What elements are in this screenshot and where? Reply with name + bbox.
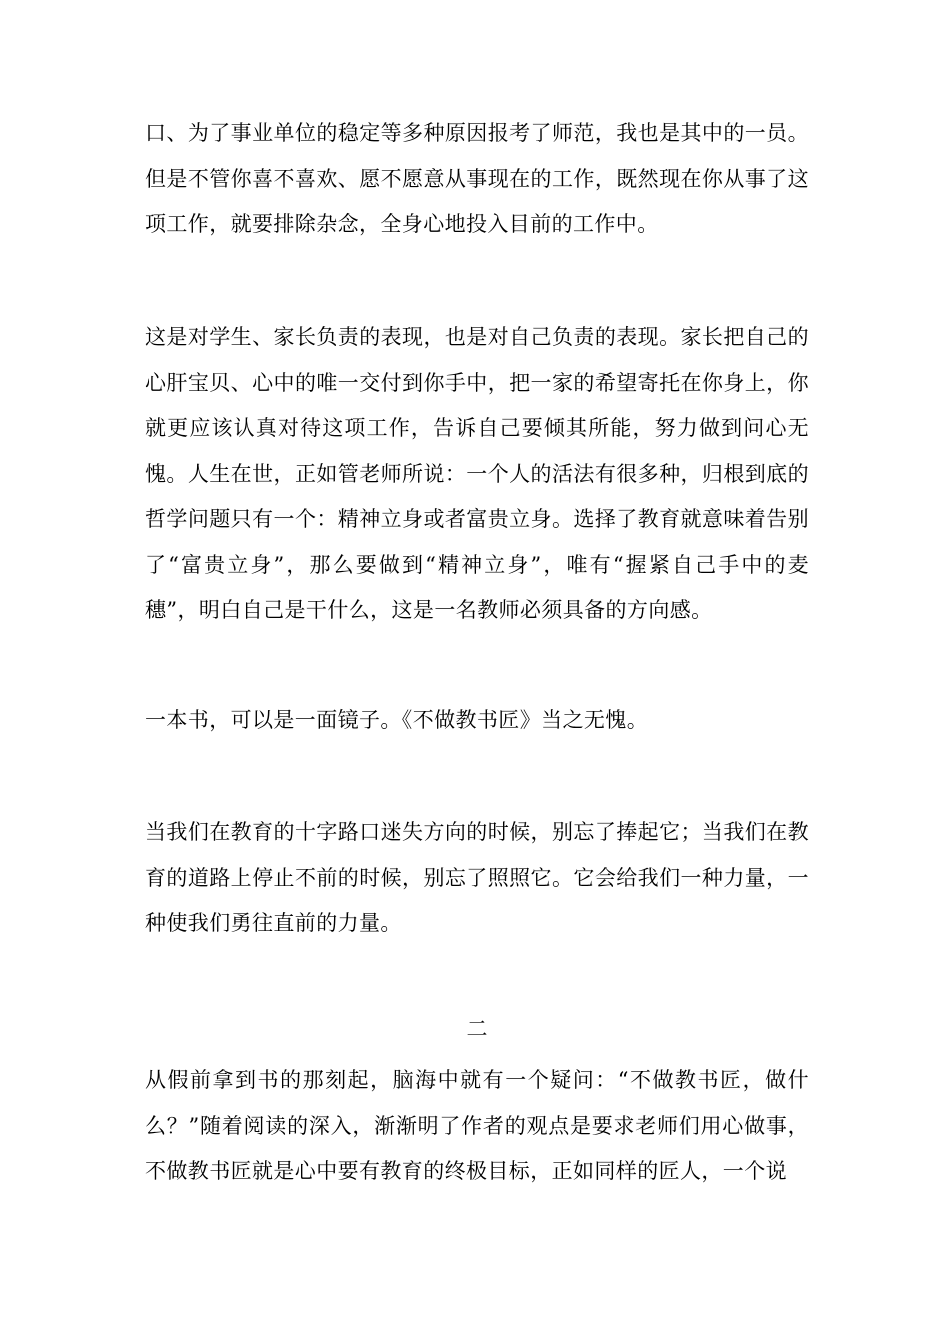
body-paragraph-2: 这是对学生、家长负责的表现，也是对自己负责的表现。家长把自己的心肝宝贝、心中的唯一交付到你手中，把一家的希望寄托在你身上，你就更应该认真对待这项工作，告诉自己要倾其所能，努力做到问心无愧。人生在世，正如管老师所说：一个人的活法有很多种，归根到底的哲学问题只有一个：精神立身或者富贵立身。选择了教育就意味着告别了“富贵立身”，那么要做到“精神立身”，唯有“握紧自己手中的麦穗”，明白自己是干什么，这是一名教师必须具备的方向感。 [145, 325, 809, 622]
body-paragraph-4: 当我们在教育的十字路口迷失方向的时候，别忘了捧起它；当我们在教育的道路上停止不前的时候，别忘了照照它。它会给我们一种力量，一种使我们勇往直前的力量。 [145, 820, 809, 935]
section-heading: 二 [466, 1017, 488, 1041]
section-paragraph: 从假前拿到书的那刻起，脑海中就有一个疑问：“不做教书匠，做什么？”随着阅读的深入，渐渐明了作者的观点是要求老师们用心做事，不做教书匠就是心中要有教育的终极目标，正如同样的匠人，一个说 [145, 1068, 809, 1183]
body-paragraph-3: 一本书，可以是一面镜子。《不做教书匠》当之无愧。 [145, 708, 649, 732]
body-paragraph-1: 口、为了事业单位的稳定等多种原因报考了师范，我也是其中的一员。但是不管你喜不喜欢、愿不愿意从事现在的工作，既然现在你从事了这项工作，就要排除杂念，全身心地投入目前的工作中。 [145, 121, 809, 236]
